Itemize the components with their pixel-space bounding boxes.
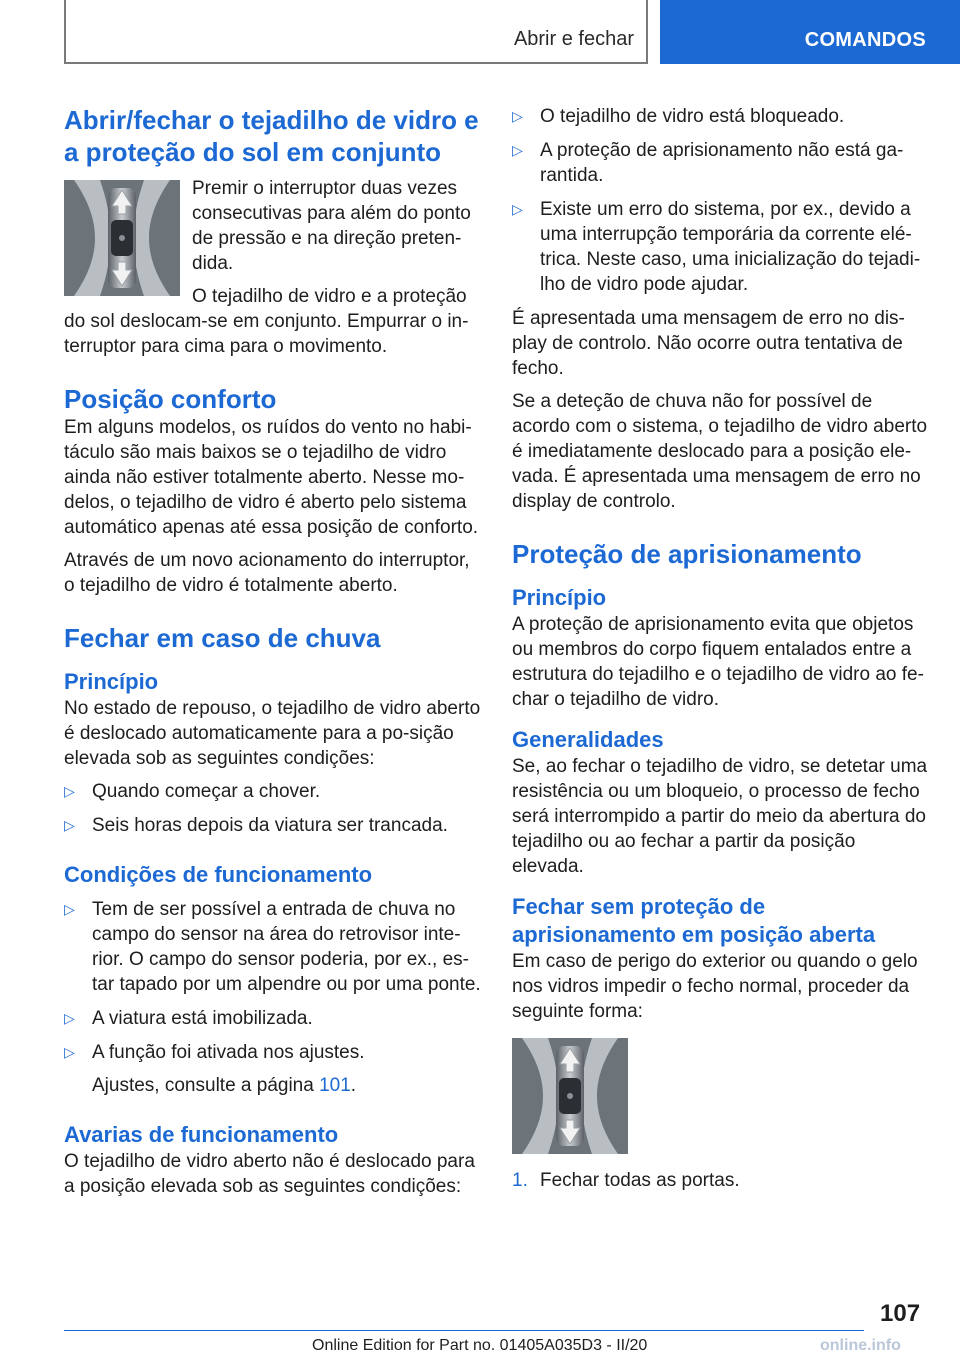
bullet-icon: ▷ (64, 783, 75, 799)
list-operating-conditions (64, 897, 482, 1098)
bullet-icon: ▷ (64, 817, 75, 833)
list-malfunction-conditions (512, 104, 928, 297)
heading-pinch-protection: Proteção de aprisionamento (512, 539, 862, 569)
paragraph-malfunctions: O tejadilho de vidro aberto não é deslocado para a posição elevada sob as seguintes condições: (64, 1151, 475, 1197)
list-item: ▷ A viatura está imobilizada. (64, 1008, 313, 1029)
footer-site: online.info (820, 1337, 901, 1354)
footer-divider (64, 1330, 864, 1331)
bullet-icon: ▷ (64, 1044, 75, 1060)
heading-open-close-together: Abrir/fechar o tejadilho de vidro e a proteção do sol em conjunto (64, 105, 479, 167)
list-item: ▷ Quando começar a chover. (64, 781, 321, 802)
bullet-icon: ▷ (512, 108, 523, 124)
list-steps (512, 1168, 928, 1193)
header-section-title: Abrir e fechar (513, 28, 634, 50)
left-column (64, 104, 482, 1199)
list-item: ▷ A proteção de aprisionamento não está ga-rantida. (512, 140, 904, 186)
paragraph-principle-rain: No estado de repouso, o tejadilho de vidro aberto é deslocado automaticamente para a po-sição elevada sob as seguintes condições: (64, 698, 481, 769)
page-link-101[interactable]: 101 (319, 1075, 351, 1096)
paragraph-close-without-protection: Em caso de perigo do exterior ou quando o gelo nos vidros impedir o fecho normal, proceder da seguinte forma: (512, 951, 918, 1022)
list-item: ▷ O tejadilho de vidro está bloqueado. (512, 106, 845, 127)
bullet-icon: ▷ (512, 142, 523, 158)
settings-reference: Ajustes, consulte a página 101. (92, 1075, 357, 1096)
bullet-icon: ▷ (64, 901, 75, 917)
roof-switch-icon (512, 1038, 628, 1154)
page-number: 107 (880, 1300, 921, 1327)
bullet-icon: ▷ (512, 201, 523, 217)
heading-malfunctions: Avarias de funcionamento (64, 1122, 339, 1147)
paragraph-comfort-2: Através de um novo acionamento do interruptor, o tejadilho de vidro é totalmente aberto. (64, 550, 470, 596)
list-item: ▷ A função foi ativada nos ajustes. Ajustes, consulte a página 101. (64, 1040, 482, 1098)
paragraph-press-switch: Premir o interruptor duas vezes consecutivas para além do ponto de pressão e na direção preten-dida. (192, 178, 471, 274)
heading-operating-conditions: Condições de funcionamento (64, 862, 373, 887)
heading-close-rain: Fechar em caso de chuva (64, 623, 381, 653)
list-item: ▷ Seis horas depois da viatura ser trancada. (64, 815, 448, 836)
paragraph-error-message: É apresentada uma mensagem de erro no dis-play de controlo. Não ocorre outra tentativa de fecho. (512, 308, 905, 379)
heading-close-without-protection: Fechar sem proteção de aprisionamento em posição aberta (512, 894, 876, 947)
roof-switch-image (64, 180, 180, 296)
step-number: 1. (512, 1170, 528, 1191)
roof-switch-image-2 (512, 1038, 628, 1154)
heading-general: Generalidades (512, 727, 664, 752)
heading-principle-pinch: Princípio (512, 585, 607, 610)
heading-comfort-position: Posição conforto (64, 384, 277, 414)
list-item: ▷ Tem de ser possível a entrada de chuva no campo do sensor na área do retrovisor inte-rior. O campo do sensor poderia, por ex., es-tar tapado por um alpendre ou por uma ponte. (64, 899, 481, 995)
header-chapter-title: COMANDOS (804, 29, 926, 51)
paragraph-move-together: O tejadilho de vidro e a proteção do sol deslocam-se em conjunto. Empurrar o in-terruptor para cima para o movimento. (64, 286, 469, 357)
header-chapter-box (660, 0, 960, 64)
paragraph-principle-pinch: A proteção de aprisionamento evita que objetos ou membros do corpo fiquem entalados entre a estrutura do tejadilho e o tejadilho de vidro ao fe-char o tejadilho de vidro. (512, 614, 924, 710)
right-column (512, 104, 928, 1202)
paragraph-comfort-1: Em alguns modelos, os ruídos do vento no habi-táculo são mais baixos se o tejadilho de vidro ainda não estiver totalmente aberto. Nesse mo-delos, o tejadilho de vidro é aberto pelo sistema automático apenas até essa posição de conforto. (64, 417, 479, 538)
header-section-box (64, 0, 648, 64)
heading-principle-rain: Princípio (64, 669, 159, 694)
paragraph-general: Se, ao fechar o tejadilho de vidro, se detetar uma resistência ou um bloqueio, o processo de fecho será interrompido a partir do meio da abertura do tejadilho ou ao fechar a partir da posição elevada. (512, 756, 928, 877)
roof-switch-icon (64, 180, 180, 296)
list-item: ▷ Existe um erro do sistema, por ex., devido a uma interrupção temporária da corrente elé-trica. Neste caso, uma inicialização do tejadi-lho de vidro pode ajudar. (512, 199, 921, 295)
list-item: 1. Fechar todas as portas. (512, 1170, 740, 1191)
bullet-icon: ▷ (64, 1010, 75, 1026)
footer-edition: Online Edition for Part no. 01405A035D3 - II/20 (312, 1337, 648, 1354)
list-rain-conditions (64, 779, 482, 838)
paragraph-rain-detection: Se a deteção de chuva não for possível de acordo com o sistema, o tejadilho de vidro aberto é imediatamente deslocado para a posição ele-vada. É apresentada uma mensagem de erro no display de controlo. (512, 391, 928, 512)
